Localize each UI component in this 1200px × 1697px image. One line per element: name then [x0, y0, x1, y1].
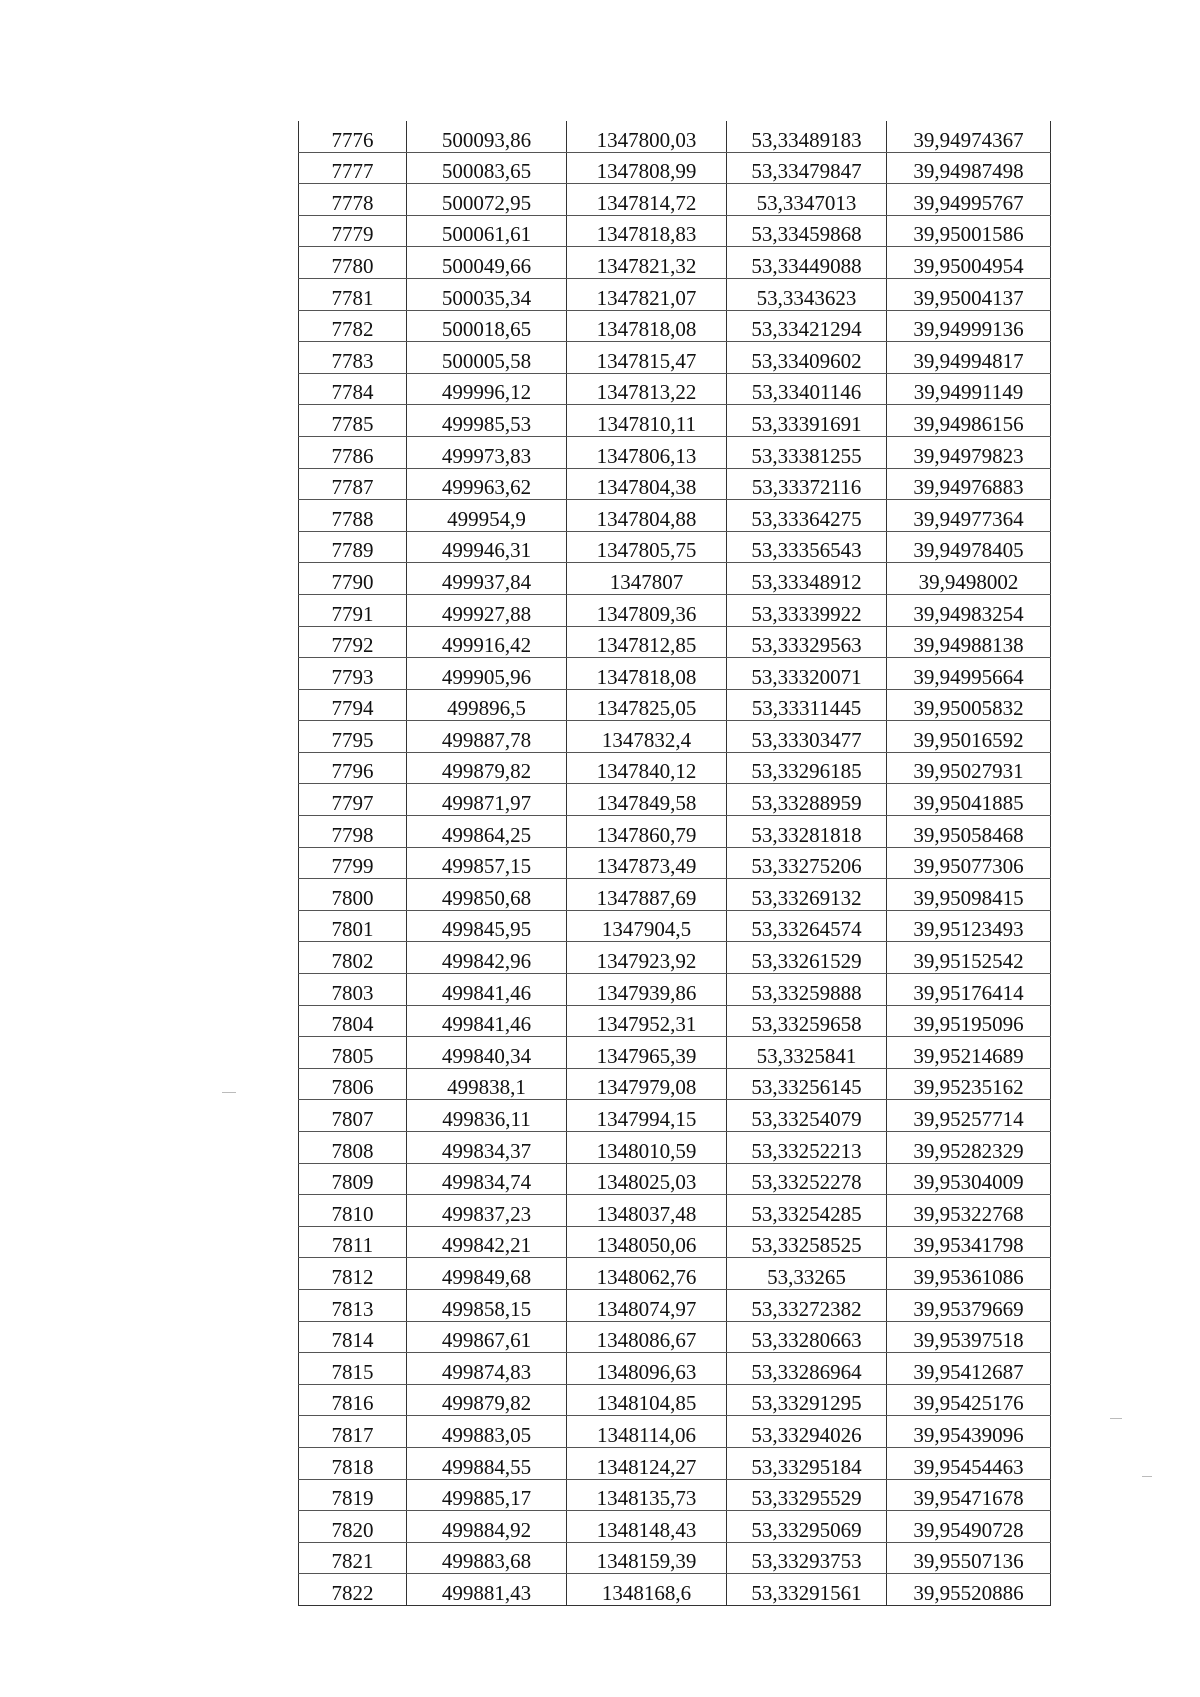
y-coordinate-cell: 1348037,48: [567, 1195, 727, 1227]
x-coordinate-cell: 499841,46: [407, 1005, 567, 1037]
longitude-cell: 39,94983254: [887, 594, 1051, 626]
latitude-cell: 53,33364275: [727, 500, 887, 532]
latitude-cell: 53,3343623: [727, 278, 887, 310]
latitude-cell: 53,33356543: [727, 531, 887, 563]
point-number-cell: 7804: [299, 1005, 407, 1037]
point-number-cell: 7777: [299, 152, 407, 184]
longitude-cell: 39,94999136: [887, 310, 1051, 342]
y-coordinate-cell: 1347821,32: [567, 247, 727, 279]
y-coordinate-cell: 1347952,31: [567, 1005, 727, 1037]
point-number-cell: 7802: [299, 942, 407, 974]
longitude-cell: 39,95058468: [887, 816, 1051, 848]
latitude-cell: 53,33372116: [727, 468, 887, 500]
point-number-cell: 7782: [299, 310, 407, 342]
point-number-cell: 7806: [299, 1068, 407, 1100]
longitude-cell: 39,95004137: [887, 278, 1051, 310]
longitude-cell: 39,95123493: [887, 910, 1051, 942]
longitude-cell: 39,95016592: [887, 721, 1051, 753]
longitude-cell: 39,95282329: [887, 1132, 1051, 1164]
point-number-cell: 7792: [299, 626, 407, 658]
x-coordinate-cell: 500083,65: [407, 152, 567, 184]
longitude-cell: 39,94995767: [887, 184, 1051, 216]
table-row: [299, 1005, 1051, 1037]
x-coordinate-cell: 499841,46: [407, 974, 567, 1006]
latitude-cell: 53,33311445: [727, 689, 887, 721]
point-number-cell: 7807: [299, 1100, 407, 1132]
table-row: [299, 721, 1051, 753]
longitude-cell: 39,94974367: [887, 121, 1051, 152]
table-row: [299, 942, 1051, 974]
longitude-cell: 39,95341798: [887, 1226, 1051, 1258]
table-row: [299, 1353, 1051, 1385]
point-number-cell: 7797: [299, 784, 407, 816]
longitude-cell: 39,95490728: [887, 1511, 1051, 1543]
latitude-cell: 53,33339922: [727, 594, 887, 626]
latitude-cell: 53,33264574: [727, 910, 887, 942]
point-number-cell: 7800: [299, 879, 407, 911]
y-coordinate-cell: 1347804,38: [567, 468, 727, 500]
latitude-cell: 53,33449088: [727, 247, 887, 279]
latitude-cell: 53,33409602: [727, 342, 887, 374]
point-number-cell: 7801: [299, 910, 407, 942]
y-coordinate-cell: 1347994,15: [567, 1100, 727, 1132]
point-number-cell: 7817: [299, 1416, 407, 1448]
x-coordinate-cell: 499836,11: [407, 1100, 567, 1132]
point-number-cell: 7786: [299, 436, 407, 468]
point-number-cell: 7778: [299, 184, 407, 216]
longitude-cell: 39,95379669: [887, 1289, 1051, 1321]
longitude-cell: 39,95098415: [887, 879, 1051, 911]
point-number-cell: 7811: [299, 1226, 407, 1258]
point-number-cell: 7780: [299, 247, 407, 279]
point-number-cell: 7798: [299, 816, 407, 848]
x-coordinate-cell: 500061,61: [407, 215, 567, 247]
x-coordinate-cell: 499973,83: [407, 436, 567, 468]
point-number-cell: 7816: [299, 1384, 407, 1416]
table-row: [299, 816, 1051, 848]
point-number-cell: 7813: [299, 1289, 407, 1321]
y-coordinate-cell: 1348050,06: [567, 1226, 727, 1258]
table-row: [299, 1132, 1051, 1164]
y-coordinate-cell: 1348168,6: [567, 1574, 727, 1606]
table-row: [299, 1226, 1051, 1258]
scan-artifact-right: [1110, 1418, 1122, 1419]
longitude-cell: 39,94988138: [887, 626, 1051, 658]
point-number-cell: 7789: [299, 531, 407, 563]
y-coordinate-cell: 1347873,49: [567, 847, 727, 879]
longitude-cell: 39,95004954: [887, 247, 1051, 279]
x-coordinate-cell: 500018,65: [407, 310, 567, 342]
latitude-cell: 53,33281818: [727, 816, 887, 848]
x-coordinate-cell: 499963,62: [407, 468, 567, 500]
longitude-cell: 39,95077306: [887, 847, 1051, 879]
y-coordinate-cell: 1347818,83: [567, 215, 727, 247]
table-row: [299, 342, 1051, 374]
point-number-cell: 7788: [299, 500, 407, 532]
latitude-cell: 53,33479847: [727, 152, 887, 184]
latitude-cell: 53,33303477: [727, 721, 887, 753]
latitude-cell: 53,3325841: [727, 1037, 887, 1069]
y-coordinate-cell: 1347812,85: [567, 626, 727, 658]
point-number-cell: 7815: [299, 1353, 407, 1385]
point-number-cell: 7795: [299, 721, 407, 753]
point-number-cell: 7781: [299, 278, 407, 310]
table-row: [299, 405, 1051, 437]
table-row: [299, 658, 1051, 690]
x-coordinate-cell: 499842,21: [407, 1226, 567, 1258]
longitude-cell: 39,95471678: [887, 1479, 1051, 1511]
x-coordinate-cell: 499838,1: [407, 1068, 567, 1100]
longitude-cell: 39,9498002: [887, 563, 1051, 595]
point-number-cell: 7796: [299, 752, 407, 784]
table-row: [299, 1068, 1051, 1100]
latitude-cell: 53,33296185: [727, 752, 887, 784]
latitude-cell: 53,33381255: [727, 436, 887, 468]
point-number-cell: 7785: [299, 405, 407, 437]
x-coordinate-cell: 499858,15: [407, 1289, 567, 1321]
longitude-cell: 39,95001586: [887, 215, 1051, 247]
coordinates-table: [298, 121, 1051, 1606]
x-coordinate-cell: 499896,5: [407, 689, 567, 721]
longitude-cell: 39,95425176: [887, 1384, 1051, 1416]
longitude-cell: 39,95439096: [887, 1416, 1051, 1448]
x-coordinate-cell: 500035,34: [407, 278, 567, 310]
x-coordinate-cell: 499927,88: [407, 594, 567, 626]
y-coordinate-cell: 1348074,97: [567, 1289, 727, 1321]
table-row: [299, 531, 1051, 563]
point-number-cell: 7784: [299, 373, 407, 405]
longitude-cell: 39,95507136: [887, 1542, 1051, 1574]
longitude-cell: 39,95412687: [887, 1353, 1051, 1385]
latitude-cell: 53,33291561: [727, 1574, 887, 1606]
latitude-cell: 53,33275206: [727, 847, 887, 879]
y-coordinate-cell: 1347979,08: [567, 1068, 727, 1100]
table-row: [299, 215, 1051, 247]
y-coordinate-cell: 1348135,73: [567, 1479, 727, 1511]
longitude-cell: 39,94991149: [887, 373, 1051, 405]
longitude-cell: 39,95322768: [887, 1195, 1051, 1227]
longitude-cell: 39,95397518: [887, 1321, 1051, 1353]
longitude-cell: 39,95520886: [887, 1574, 1051, 1606]
longitude-cell: 39,95176414: [887, 974, 1051, 1006]
table-row: [299, 689, 1051, 721]
x-coordinate-cell: 499937,84: [407, 563, 567, 595]
y-coordinate-cell: 1347821,07: [567, 278, 727, 310]
point-number-cell: 7808: [299, 1132, 407, 1164]
table-row: [299, 468, 1051, 500]
longitude-cell: 39,94987498: [887, 152, 1051, 184]
x-coordinate-cell: 499840,34: [407, 1037, 567, 1069]
point-number-cell: 7822: [299, 1574, 407, 1606]
y-coordinate-cell: 1348104,85: [567, 1384, 727, 1416]
x-coordinate-cell: 499842,96: [407, 942, 567, 974]
x-coordinate-cell: 499879,82: [407, 1384, 567, 1416]
y-coordinate-cell: 1347807: [567, 563, 727, 595]
x-coordinate-cell: 500049,66: [407, 247, 567, 279]
latitude-cell: 53,33421294: [727, 310, 887, 342]
point-number-cell: 7805: [299, 1037, 407, 1069]
table-row: [299, 1447, 1051, 1479]
x-coordinate-cell: 499850,68: [407, 879, 567, 911]
latitude-cell: 53,33256145: [727, 1068, 887, 1100]
y-coordinate-cell: 1347825,05: [567, 689, 727, 721]
latitude-cell: 53,33288959: [727, 784, 887, 816]
longitude-cell: 39,95235162: [887, 1068, 1051, 1100]
y-coordinate-cell: 1348086,67: [567, 1321, 727, 1353]
x-coordinate-cell: 499867,61: [407, 1321, 567, 1353]
longitude-cell: 39,95214689: [887, 1037, 1051, 1069]
y-coordinate-cell: 1347860,79: [567, 816, 727, 848]
longitude-cell: 39,95304009: [887, 1163, 1051, 1195]
y-coordinate-cell: 1348010,59: [567, 1132, 727, 1164]
y-coordinate-cell: 1347804,88: [567, 500, 727, 532]
table-row: [299, 1384, 1051, 1416]
x-coordinate-cell: 499884,55: [407, 1447, 567, 1479]
point-number-cell: 7793: [299, 658, 407, 690]
table-row: [299, 278, 1051, 310]
y-coordinate-cell: 1347800,03: [567, 121, 727, 152]
latitude-cell: 53,33295184: [727, 1447, 887, 1479]
longitude-cell: 39,94995664: [887, 658, 1051, 690]
y-coordinate-cell: 1348159,39: [567, 1542, 727, 1574]
x-coordinate-cell: 499883,05: [407, 1416, 567, 1448]
latitude-cell: 53,33329563: [727, 626, 887, 658]
table-row: [299, 563, 1051, 595]
x-coordinate-cell: 500093,86: [407, 121, 567, 152]
y-coordinate-cell: 1347813,22: [567, 373, 727, 405]
y-coordinate-cell: 1348148,43: [567, 1511, 727, 1543]
x-coordinate-cell: 499996,12: [407, 373, 567, 405]
table-row: [299, 1100, 1051, 1132]
point-number-cell: 7821: [299, 1542, 407, 1574]
y-coordinate-cell: 1347923,92: [567, 942, 727, 974]
table-row: [299, 500, 1051, 532]
y-coordinate-cell: 1347809,36: [567, 594, 727, 626]
latitude-cell: 53,33269132: [727, 879, 887, 911]
longitude-cell: 39,95005832: [887, 689, 1051, 721]
longitude-cell: 39,94978405: [887, 531, 1051, 563]
latitude-cell: 53,33295069: [727, 1511, 887, 1543]
x-coordinate-cell: 499881,43: [407, 1574, 567, 1606]
latitude-cell: 53,33261529: [727, 942, 887, 974]
x-coordinate-cell: 499849,68: [407, 1258, 567, 1290]
longitude-cell: 39,95195096: [887, 1005, 1051, 1037]
latitude-cell: 53,33295529: [727, 1479, 887, 1511]
latitude-cell: 53,33293753: [727, 1542, 887, 1574]
longitude-cell: 39,95041885: [887, 784, 1051, 816]
table-row: [299, 626, 1051, 658]
coordinates-table-body: [299, 121, 1051, 1605]
table-row: [299, 784, 1051, 816]
point-number-cell: 7799: [299, 847, 407, 879]
point-number-cell: 7819: [299, 1479, 407, 1511]
latitude-cell: 53,33254079: [727, 1100, 887, 1132]
y-coordinate-cell: 1348025,03: [567, 1163, 727, 1195]
x-coordinate-cell: 499946,31: [407, 531, 567, 563]
latitude-cell: 53,33391691: [727, 405, 887, 437]
point-number-cell: 7809: [299, 1163, 407, 1195]
y-coordinate-cell: 1347887,69: [567, 879, 727, 911]
scan-artifact-right-lower: [1142, 1476, 1152, 1477]
x-coordinate-cell: 499916,42: [407, 626, 567, 658]
latitude-cell: 53,33489183: [727, 121, 887, 152]
x-coordinate-cell: 499905,96: [407, 658, 567, 690]
x-coordinate-cell: 499985,53: [407, 405, 567, 437]
table-row: [299, 152, 1051, 184]
y-coordinate-cell: 1348096,63: [567, 1353, 727, 1385]
y-coordinate-cell: 1347814,72: [567, 184, 727, 216]
x-coordinate-cell: 499857,15: [407, 847, 567, 879]
point-number-cell: 7783: [299, 342, 407, 374]
point-number-cell: 7779: [299, 215, 407, 247]
x-coordinate-cell: 499864,25: [407, 816, 567, 848]
latitude-cell: 53,33272382: [727, 1289, 887, 1321]
table-row: [299, 1163, 1051, 1195]
point-number-cell: 7787: [299, 468, 407, 500]
latitude-cell: 53,33291295: [727, 1384, 887, 1416]
x-coordinate-cell: 499837,23: [407, 1195, 567, 1227]
y-coordinate-cell: 1347849,58: [567, 784, 727, 816]
longitude-cell: 39,95152542: [887, 942, 1051, 974]
table-row: [299, 1479, 1051, 1511]
longitude-cell: 39,94994817: [887, 342, 1051, 374]
y-coordinate-cell: 1347939,86: [567, 974, 727, 1006]
point-number-cell: 7818: [299, 1447, 407, 1479]
y-coordinate-cell: 1347810,11: [567, 405, 727, 437]
point-number-cell: 7790: [299, 563, 407, 595]
longitude-cell: 39,95454463: [887, 1447, 1051, 1479]
y-coordinate-cell: 1347806,13: [567, 436, 727, 468]
latitude-cell: 53,33294026: [727, 1416, 887, 1448]
table-row: [299, 1258, 1051, 1290]
table-row: [299, 184, 1051, 216]
table-row: [299, 1574, 1051, 1606]
longitude-cell: 39,94977364: [887, 500, 1051, 532]
y-coordinate-cell: 1347840,12: [567, 752, 727, 784]
table-row: [299, 373, 1051, 405]
y-coordinate-cell: 1347965,39: [567, 1037, 727, 1069]
longitude-cell: 39,94986156: [887, 405, 1051, 437]
point-number-cell: 7803: [299, 974, 407, 1006]
table-row: [299, 594, 1051, 626]
latitude-cell: 53,33259888: [727, 974, 887, 1006]
table-row: [299, 436, 1051, 468]
longitude-cell: 39,95257714: [887, 1100, 1051, 1132]
y-coordinate-cell: 1347832,4: [567, 721, 727, 753]
longitude-cell: 39,94979823: [887, 436, 1051, 468]
scan-artifact-left: [222, 1092, 236, 1093]
table-row: [299, 974, 1051, 1006]
table-row: [299, 1511, 1051, 1543]
point-number-cell: 7810: [299, 1195, 407, 1227]
y-coordinate-cell: 1348124,27: [567, 1447, 727, 1479]
longitude-cell: 39,95361086: [887, 1258, 1051, 1290]
table-row: [299, 847, 1051, 879]
latitude-cell: 53,33252213: [727, 1132, 887, 1164]
x-coordinate-cell: 499834,74: [407, 1163, 567, 1195]
x-coordinate-cell: 499885,17: [407, 1479, 567, 1511]
x-coordinate-cell: 499871,97: [407, 784, 567, 816]
x-coordinate-cell: 500072,95: [407, 184, 567, 216]
x-coordinate-cell: 500005,58: [407, 342, 567, 374]
latitude-cell: 53,33258525: [727, 1226, 887, 1258]
latitude-cell: 53,3347013: [727, 184, 887, 216]
point-number-cell: 7794: [299, 689, 407, 721]
latitude-cell: 53,33459868: [727, 215, 887, 247]
table-row: [299, 1037, 1051, 1069]
latitude-cell: 53,33265: [727, 1258, 887, 1290]
x-coordinate-cell: 499845,95: [407, 910, 567, 942]
longitude-cell: 39,95027931: [887, 752, 1051, 784]
x-coordinate-cell: 499887,78: [407, 721, 567, 753]
latitude-cell: 53,33280663: [727, 1321, 887, 1353]
point-number-cell: 7791: [299, 594, 407, 626]
point-number-cell: 7812: [299, 1258, 407, 1290]
y-coordinate-cell: 1347818,08: [567, 310, 727, 342]
table-row: [299, 1416, 1051, 1448]
y-coordinate-cell: 1347904,5: [567, 910, 727, 942]
x-coordinate-cell: 499883,68: [407, 1542, 567, 1574]
latitude-cell: 53,33401146: [727, 373, 887, 405]
x-coordinate-cell: 499874,83: [407, 1353, 567, 1385]
y-coordinate-cell: 1347815,47: [567, 342, 727, 374]
latitude-cell: 53,33254285: [727, 1195, 887, 1227]
table-row: [299, 910, 1051, 942]
latitude-cell: 53,33320071: [727, 658, 887, 690]
y-coordinate-cell: 1347808,99: [567, 152, 727, 184]
point-number-cell: 7820: [299, 1511, 407, 1543]
point-number-cell: 7814: [299, 1321, 407, 1353]
latitude-cell: 53,33259658: [727, 1005, 887, 1037]
table-row: [299, 121, 1051, 152]
longitude-cell: 39,94976883: [887, 468, 1051, 500]
table-row: [299, 310, 1051, 342]
x-coordinate-cell: 499879,82: [407, 752, 567, 784]
y-coordinate-cell: 1347805,75: [567, 531, 727, 563]
latitude-cell: 53,33286964: [727, 1353, 887, 1385]
latitude-cell: 53,33348912: [727, 563, 887, 595]
x-coordinate-cell: 499834,37: [407, 1132, 567, 1164]
latitude-cell: 53,33252278: [727, 1163, 887, 1195]
table-row: [299, 1289, 1051, 1321]
table-row: [299, 247, 1051, 279]
x-coordinate-cell: 499884,92: [407, 1511, 567, 1543]
y-coordinate-cell: 1348062,76: [567, 1258, 727, 1290]
point-number-cell: 7776: [299, 121, 407, 152]
x-coordinate-cell: 499954,9: [407, 500, 567, 532]
y-coordinate-cell: 1348114,06: [567, 1416, 727, 1448]
table-row: [299, 1321, 1051, 1353]
y-coordinate-cell: 1347818,08: [567, 658, 727, 690]
table-row: [299, 1542, 1051, 1574]
table-row: [299, 879, 1051, 911]
table-row: [299, 752, 1051, 784]
table-row: [299, 1195, 1051, 1227]
